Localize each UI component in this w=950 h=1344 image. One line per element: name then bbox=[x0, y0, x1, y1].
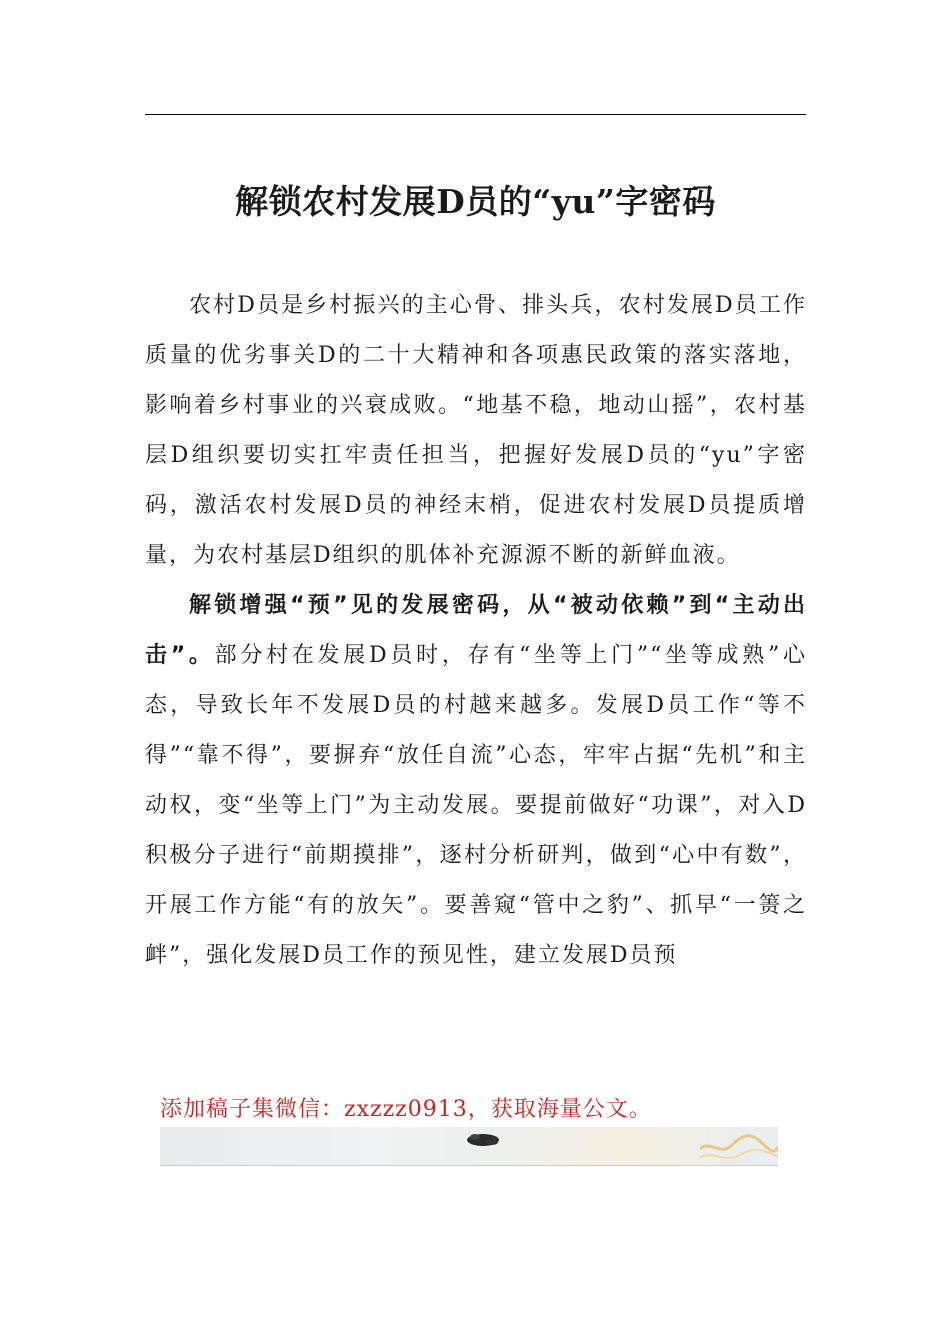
header-rule bbox=[145, 114, 806, 115]
paragraph-text: 部分村在发展D员时，存有“坐等上门”“坐等成熟”心态，导致长年不发展D员的村越来越多。发展D员工作“等不得”“靠不得”，要摒弃“放任自流”心态，牢牢占据“先机”和主动权，变“坐等上门”为主动发展。要提前做好“功课”，对入D积极分子进行“前期摸排”，逐村分析研判，做到“心中有数”，开展工作方能“有的放矢”。要善窥“管中之豹”、抓早“一箦之衅”，强化发展D员工作的预见性，建立发展D员预 bbox=[145, 643, 807, 968]
ink-blot-icon bbox=[463, 1131, 503, 1149]
paragraph-intro bbox=[145, 281, 807, 581]
wave-ornament-icon bbox=[700, 1127, 778, 1165]
decorative-banner-image bbox=[160, 1127, 778, 1166]
document-body bbox=[145, 281, 807, 981]
paragraph-lead: 解锁增强“预”见的发展密码，从“被动依赖”到“主动出击”。 bbox=[145, 593, 807, 668]
paragraph-text: 农村D员是乡村振兴的主心骨、排头兵，农村发展D员工作质量的优劣事关D的二十大精神和各项惠民政策的落实落地，影响着乡村事业的兴衰成败。“地基不稳，地动山摇”，农村基层D组织要切实扛牢责任担当，把握好发展D员的“yu”字密码，激活农村发展D员的神经末梢，促进农村发展D员提质增量，为农村基层D组织的肌体补充源源不断的新鲜血液。 bbox=[145, 293, 807, 568]
promo-note: 添加稿子集微信：zxzzz0913，获取海量公文。 bbox=[160, 1097, 652, 1122]
document-title: 解锁农村发展D员的“yu”字密码 bbox=[235, 182, 716, 221]
paragraph-section-1 bbox=[145, 581, 807, 981]
